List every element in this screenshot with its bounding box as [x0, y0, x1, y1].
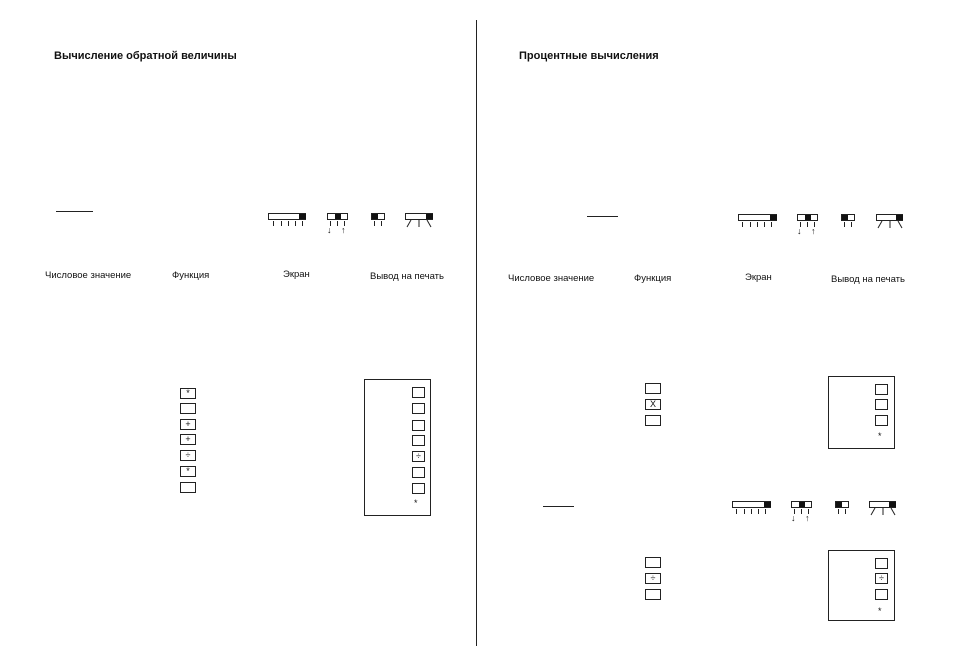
mode-tick-marks	[404, 220, 436, 228]
decimal-switch	[268, 213, 306, 220]
print-switch	[371, 213, 385, 220]
print-switch	[841, 214, 855, 221]
function-key: *	[180, 466, 196, 477]
function-key: ÷	[180, 450, 196, 461]
printout-panel	[828, 550, 895, 621]
function-key	[180, 482, 196, 493]
print-star: *	[878, 606, 882, 616]
underline-mark	[543, 506, 574, 507]
page-divider	[476, 20, 477, 646]
function-key: ÷	[645, 573, 661, 584]
rounding-switch	[327, 213, 348, 220]
mode-switch	[876, 214, 903, 221]
col-header-printout: Вывод на печать	[370, 271, 444, 282]
print-key	[875, 589, 888, 600]
printout-panel	[364, 379, 431, 516]
function-key	[180, 403, 196, 414]
mode-switch	[405, 213, 433, 220]
print-star: *	[878, 431, 882, 441]
col-header-display: Экран	[283, 269, 310, 280]
function-key: *	[180, 388, 196, 399]
mode-switch	[869, 501, 896, 508]
col-header-printout: Вывод на печать	[831, 274, 905, 285]
function-key	[645, 415, 661, 426]
function-key	[645, 383, 661, 394]
print-key	[412, 467, 425, 478]
mode-tick-marks	[875, 221, 907, 229]
printout-panel	[828, 376, 895, 449]
decimal-switch	[732, 501, 771, 508]
print-key	[875, 384, 888, 395]
print-key	[875, 558, 888, 569]
col-header-display: Экран	[745, 272, 772, 283]
function-key: +	[180, 434, 196, 445]
arrow-down-icon: ↓	[791, 513, 796, 523]
underline-mark	[587, 216, 618, 217]
print-key	[875, 415, 888, 426]
rounding-switch	[791, 501, 812, 508]
col-header-number: Числовое значение	[45, 270, 132, 281]
decimal-switch	[738, 214, 777, 221]
col-header-function: Функция	[172, 270, 210, 281]
rounding-switch	[797, 214, 818, 221]
print-key	[875, 399, 888, 410]
mode-tick-marks	[868, 508, 900, 516]
function-key: +	[180, 419, 196, 430]
print-key	[412, 435, 425, 446]
print-key: ÷	[875, 573, 888, 584]
print-star: *	[414, 498, 418, 508]
col-header-number: Числовое значение	[508, 273, 595, 284]
print-key	[412, 387, 425, 398]
col-header-function: Функция	[634, 273, 672, 284]
function-key	[645, 557, 661, 568]
print-key	[412, 483, 425, 494]
arrow-up-icon: ↑	[341, 225, 346, 235]
arrow-down-icon: ↓	[327, 225, 332, 235]
underline-mark	[56, 211, 93, 212]
print-switch	[835, 501, 849, 508]
function-key: X	[645, 399, 661, 410]
print-key: ÷	[412, 451, 425, 462]
section-title-percent: Процентные вычисления	[519, 50, 659, 62]
function-key	[645, 589, 661, 600]
print-key	[412, 420, 425, 431]
print-key	[412, 403, 425, 414]
arrow-down-icon: ↓	[797, 226, 802, 236]
section-title-reciprocal: Вычисление обратной величины	[54, 50, 237, 62]
arrow-up-icon: ↑	[811, 226, 816, 236]
arrow-up-icon: ↑	[805, 513, 810, 523]
